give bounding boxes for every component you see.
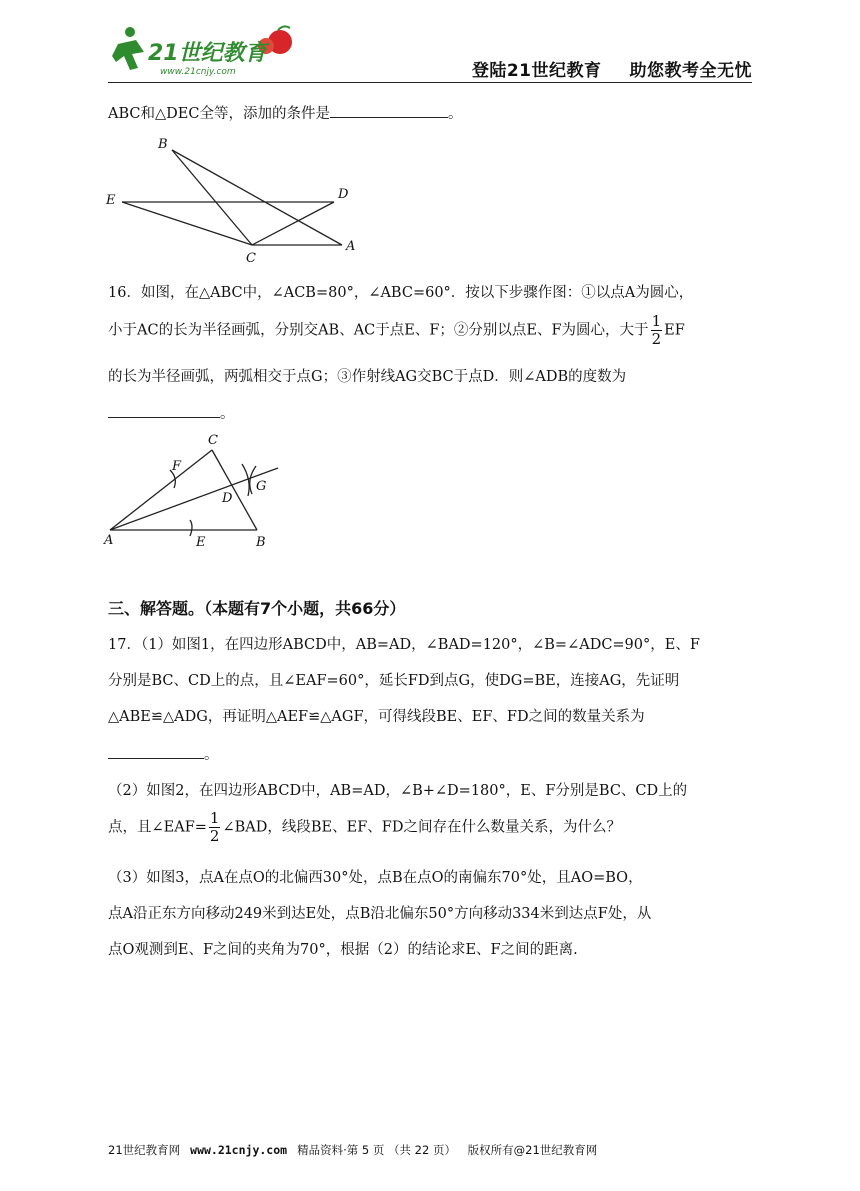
q15-label-B: B xyxy=(158,137,168,152)
q16-line2 xyxy=(108,313,752,348)
q15-label-D: D xyxy=(338,187,349,202)
q15-answer-blank[interactable] xyxy=(330,103,448,118)
slogan-right: 助您教考全无忧 xyxy=(629,61,752,81)
segment-DC xyxy=(252,202,334,245)
q17-frac-num: 1 xyxy=(209,809,220,827)
q17-p1-line4 xyxy=(108,743,752,764)
segment-AC xyxy=(110,450,212,530)
logo-text: 21世纪教育 xyxy=(148,41,267,66)
q15-period: 。 xyxy=(447,106,463,122)
logo-url-text: www.21cnjy.com xyxy=(160,67,236,77)
q17-p2-line2 xyxy=(108,810,752,845)
q16-frac-num: 1 xyxy=(651,312,662,330)
q17-p2-text-b: ∠BAD，线段BE、EF、FD之间存在什么数量关系，为什么？ xyxy=(222,819,621,836)
segment-BC xyxy=(172,150,252,245)
q17-p2-text-a: 点，且∠EAF= xyxy=(108,819,207,836)
page-footer xyxy=(108,1142,597,1158)
q16-frac-den: 2 xyxy=(651,330,662,348)
header-rule xyxy=(108,82,752,83)
footer-left: 21世纪教育网 xyxy=(108,1143,181,1157)
q17-p2-line1: （2）如图2，在四边形ABCD中，AB=AD，∠B+∠D=180°，E、F分别是BC、CD上的 xyxy=(108,783,688,799)
q17-p3-line2: 点A沿正东方向移动249米到达E处，点B沿北偏东50°方向移动334米到达点F处，从 xyxy=(108,906,652,922)
q17-frac-den: 2 xyxy=(209,827,220,845)
q16-answer-blank[interactable] xyxy=(108,403,220,418)
q16-line2-text: 小于AC的长为半径画弧，分别交AB、AC于点E、F；②分别以点E、F为圆心，大于 xyxy=(108,322,649,339)
q16-line4 xyxy=(108,402,752,423)
q16-period: 。 xyxy=(220,406,235,422)
q17-p1-line2: 分别是BC、CD上的点，且∠EAF=60°，延长FD到点G，使DG=BE，连接AG，先证明 xyxy=(108,673,680,689)
ray-AG xyxy=(110,468,278,530)
segment-EC xyxy=(122,202,252,245)
footer-site-link[interactable]: www.21cnjy.com xyxy=(190,1143,288,1157)
q15-line1 xyxy=(108,102,752,123)
section-title: 三、解答题。（本题有7个小题，共66分） xyxy=(108,599,406,618)
q15-label-C: C xyxy=(246,251,256,264)
q16-label-G: G xyxy=(256,479,267,494)
q17-p3-line3: 点O观测到E、F之间的夹角为70°，根据（2）的结论求E、F之间的距离. xyxy=(108,942,578,958)
q16-line2-ef: EF xyxy=(664,322,685,339)
q16-label-D: D xyxy=(222,491,233,506)
q15-figure xyxy=(102,132,372,264)
q17-p1-period: 。 xyxy=(204,747,219,763)
q17-p1-line3: △ABE≌△ADG，再证明△AEF≌△AGF，可得线段BE、EF、FD之间的数量关系为 xyxy=(108,709,645,725)
q16-fraction xyxy=(651,313,663,348)
q16-label-A: A xyxy=(104,533,114,548)
footer-copyright: 版权所有@21世纪教育网 xyxy=(467,1143,598,1157)
q16-line3: 的长为半径画弧，两弧相交于点G；③作射线AG交BC于点D．则∠ADB的度数为 xyxy=(108,369,627,385)
slogan-left: 登陆21世纪教育 xyxy=(471,61,602,81)
footer-page-info: 精品资料·第 5 页 （共 22 页） xyxy=(297,1143,456,1157)
q16-label-F: F xyxy=(172,459,182,474)
q16-line1: 16．如图，在△ABC中，∠ACB=80°，∠ABC=60°．按以下步骤作图：①以点A为圆心， xyxy=(108,285,694,301)
q17-fraction xyxy=(209,810,221,845)
header-slogan xyxy=(472,56,752,81)
q16-label-C: C xyxy=(208,433,218,448)
arc-E xyxy=(190,520,192,536)
logo-runner-icon xyxy=(112,27,144,70)
site-logo xyxy=(108,22,308,78)
q15-label-E: E xyxy=(106,193,116,208)
segment-BA xyxy=(172,150,342,245)
q16-label-B: B xyxy=(256,535,266,550)
q16-figure xyxy=(102,428,292,550)
q15-label-A: A xyxy=(346,239,356,254)
q17-p1-line1: 17．（1）如图1，在四边形ABCD中，AB=AD，∠BAD=120°，∠B=∠ADC=90°，E、F xyxy=(108,637,700,653)
q16-label-E: E xyxy=(196,535,206,550)
q17-answer-blank[interactable] xyxy=(108,744,204,759)
q15-text: ABC和△DEC全等，添加的条件是 xyxy=(108,106,330,122)
q17-p3-line1: （3）如图3，点A在点O的北偏西30°处，点B在点O的南偏东70°处，且AO=BO， xyxy=(108,870,643,886)
